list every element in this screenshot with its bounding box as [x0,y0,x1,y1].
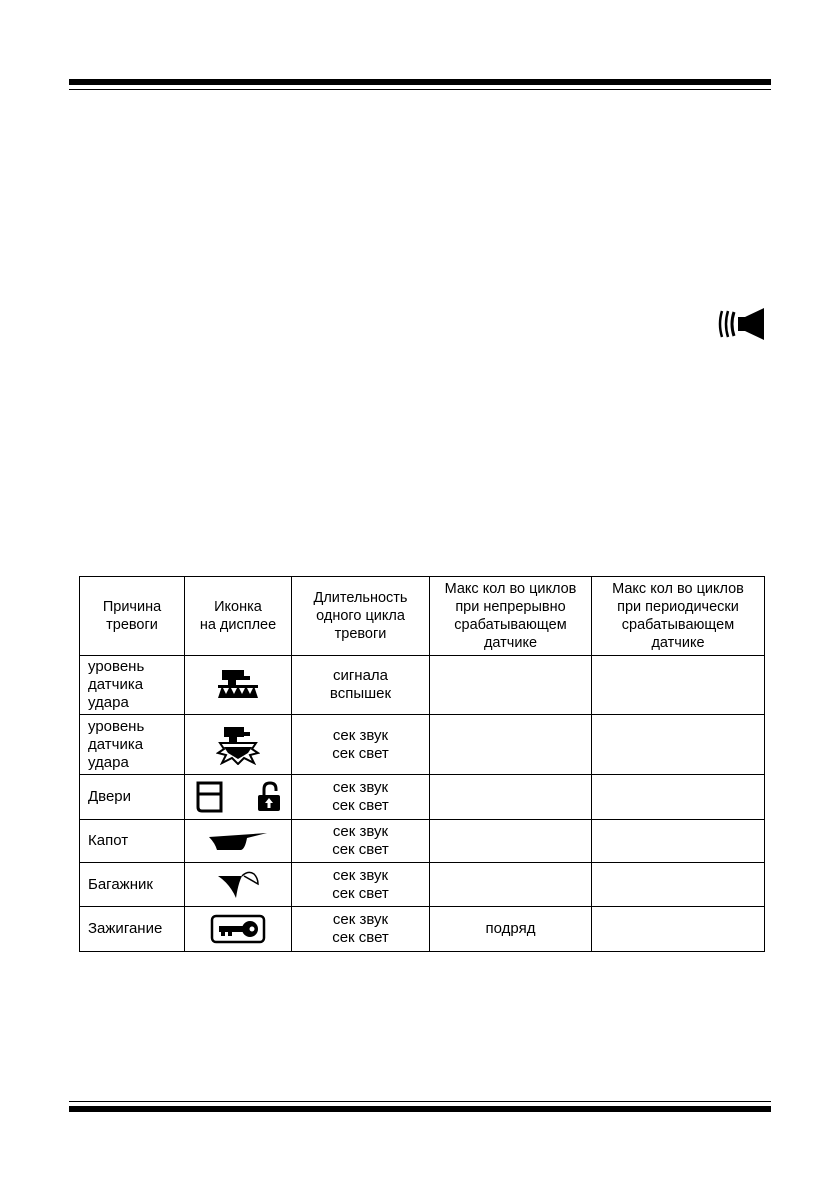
max-periodic-cell [592,820,765,863]
max-continuous-cell [430,820,592,863]
duration-cell: сек звук сек свет [292,907,430,952]
bottom-rule-thick [69,1106,771,1112]
cause-cell: Капот [80,820,185,863]
cause-cell: Двери [80,775,185,820]
door-open-icon [194,780,226,814]
max-continuous-cell [430,656,592,715]
icon-cell [185,863,292,907]
shock-sensor-icon [216,668,260,702]
icon-cell [185,715,292,775]
icon-cell [185,775,292,820]
table-row [80,907,765,952]
icon-cell [185,656,292,715]
icon-cell [185,907,292,952]
header-max-periodic: Макс кол во циклов при периодически срабатывающем датчике [592,577,765,656]
max-continuous-cell [430,715,592,775]
header-icon: Иконка на дисплее [185,577,292,656]
table-header-row [80,577,765,656]
table-row [80,656,765,715]
max-continuous-cell [430,863,592,907]
table-row [80,715,765,775]
duration-cell: сек звук сек свет [292,820,430,863]
siren-icon [718,305,766,343]
header-max-continuous: Макс кол во циклов при непрерывно срабатывающем датчике [430,577,592,656]
bottom-rule-thin [69,1101,771,1102]
header-cause: Причина тревоги [80,577,185,656]
padlock-open-icon [256,781,282,813]
max-periodic-cell [592,656,765,715]
top-rule-thin [69,89,771,90]
top-rule-thick [69,79,771,85]
table-row [80,863,765,907]
max-periodic-cell [592,863,765,907]
cause-cell: Багажник [80,863,185,907]
cause-cell: Зажигание [80,907,185,952]
max-periodic-cell [592,715,765,775]
cause-cell: уровень датчика удара [80,656,185,715]
max-continuous-cell: подряд [430,907,592,952]
table-row [80,820,765,863]
max-periodic-cell [592,775,765,820]
table-row [80,775,765,820]
shock-sensor-alarm-icon [216,725,260,765]
hood-icon [207,829,269,853]
trunk-icon [214,870,262,900]
cause-cell: уровень датчика удара [80,715,185,775]
max-continuous-cell [430,775,592,820]
header-duration: Длительность одного цикла тревоги [292,577,430,656]
duration-cell: сигнала вспышек [292,656,430,715]
duration-cell: сек звук сек свет [292,863,430,907]
duration-cell: сек звук сек свет [292,775,430,820]
icon-cell [185,820,292,863]
duration-cell: сек звук сек свет [292,715,430,775]
max-periodic-cell [592,907,765,952]
alarm-table [79,576,765,952]
ignition-key-icon [210,914,266,944]
